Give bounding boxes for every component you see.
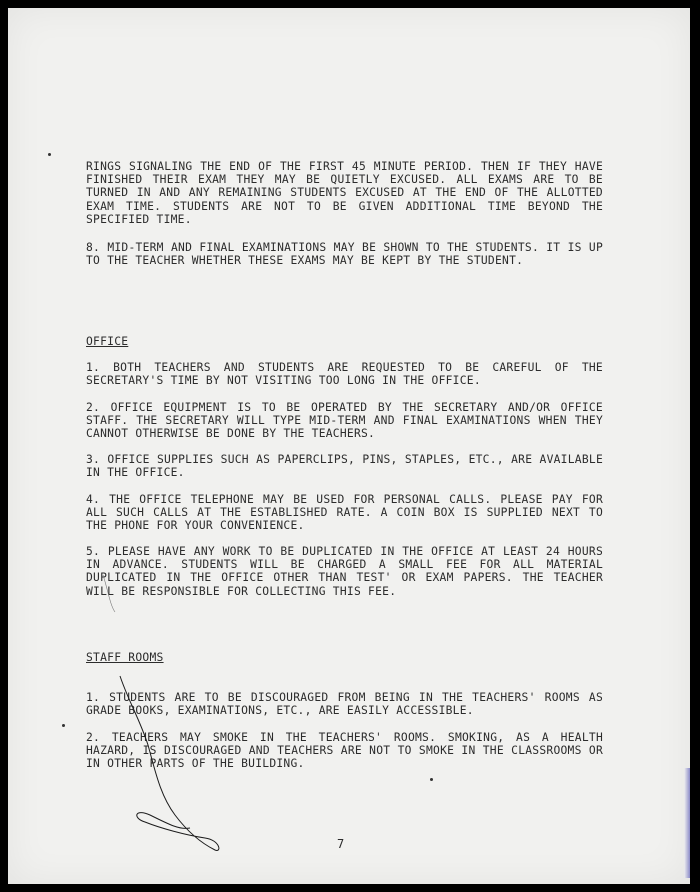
office-rule-5: 5. PLEASE HAVE ANY WORK TO BE DUPLICATED IN THE OFFICE AT LEAST 24 HOURS IN ADVANCE. STUDENTS WILL BE CHARGED A SMALL FEE FOR ALL MATERIAL DUPLICATED IN THE OFFICE OTHER THAN TEST' OR EXAM PAPERS. THE TEACHER WILL BE RESPONSIBLE FOR COLLECTING THIS FEE. [86, 545, 603, 598]
office-rule-4: 4. THE OFFICE TELEPHONE MAY BE USED FOR PERSONAL CALLS. PLEASE PAY FOR ALL SUCH CALLS AT THE ESTABLISHED RATE. A COIN BOX IS SUPPLIED NEXT TO THE PHONE FOR YOUR CONVENIENCE. [86, 493, 603, 533]
office-heading: OFFICE [86, 335, 129, 348]
staff-rooms-heading: STAFF ROOMS [86, 651, 164, 664]
intro-continuation-paragraph: RINGS SIGNALING THE END OF THE FIRST 45 MINUTE PERIOD. THEN IF THEY HAVE FINISHED THEIR EXAM THEY MAY BE QUIETLY EXCUSED. ALL EXAMS ARE TO BE TURNED IN AND ANY REMAINING STUDENTS EXCUSED AT THE END OF THE ALLOTTED EXAM TIME. STUDENTS ARE NOT TO BE GIVEN ADDITIONAL TIME BEYOND THE SPECIFIED TIME. [86, 160, 603, 226]
office-rule-2: 2. OFFICE EQUIPMENT IS TO BE OPERATED BY THE SECRETARY AND/OR OFFICE STAFF. THE SECRETARY WILL TYPE MID-TERM AND FINAL EXAMINATIONS WHEN THEY CANNOT OTHERWISE BE DONE BY THE TEACHERS. [86, 401, 603, 441]
office-rule-3: 3. OFFICE SUPPLIES SUCH AS PAPERCLIPS, PINS, STAPLES, ETC., ARE AVAILABLE IN THE OFFICE. [86, 453, 603, 480]
staff-rooms-rule-1: 1. STUDENTS ARE TO BE DISCOURAGED FROM BEING IN THE TEACHERS' ROOMS AS GRADE BOOKS, EXAMINATIONS, ETC., ARE EASILY ACCESSIBLE. [86, 691, 603, 718]
staff-rooms-rule-2: 2. TEACHERS MAY SMOKE IN THE TEACHERS' ROOMS. SMOKING, AS A HEALTH HAZARD, IS DISCOURAGED AND TEACHERS ARE NOT TO SMOKE IN THE CLASSROOMS OR IN OTHER PARTS OF THE BUILDING. [86, 731, 603, 771]
office-rule-1: 1. BOTH TEACHERS AND STUDENTS ARE REQUESTED TO BE CAREFUL OF THE SECRETARY'S TIME BY NOT VISITING TOO LONG IN THE OFFICE. [86, 361, 603, 388]
exam-rule-8-paragraph: 8. MID-TERM AND FINAL EXAMINATIONS MAY BE SHOWN TO THE STUDENTS. IT IS UP TO THE TEACHER WHETHER THESE EXAMS MAY BE KEPT BY THE STUDENT. [86, 241, 603, 268]
page-number: 7 [337, 837, 345, 851]
dust-speck [430, 778, 433, 781]
dust-speck [62, 724, 65, 727]
dust-speck [48, 153, 51, 156]
page-edge-shadow [684, 768, 690, 878]
